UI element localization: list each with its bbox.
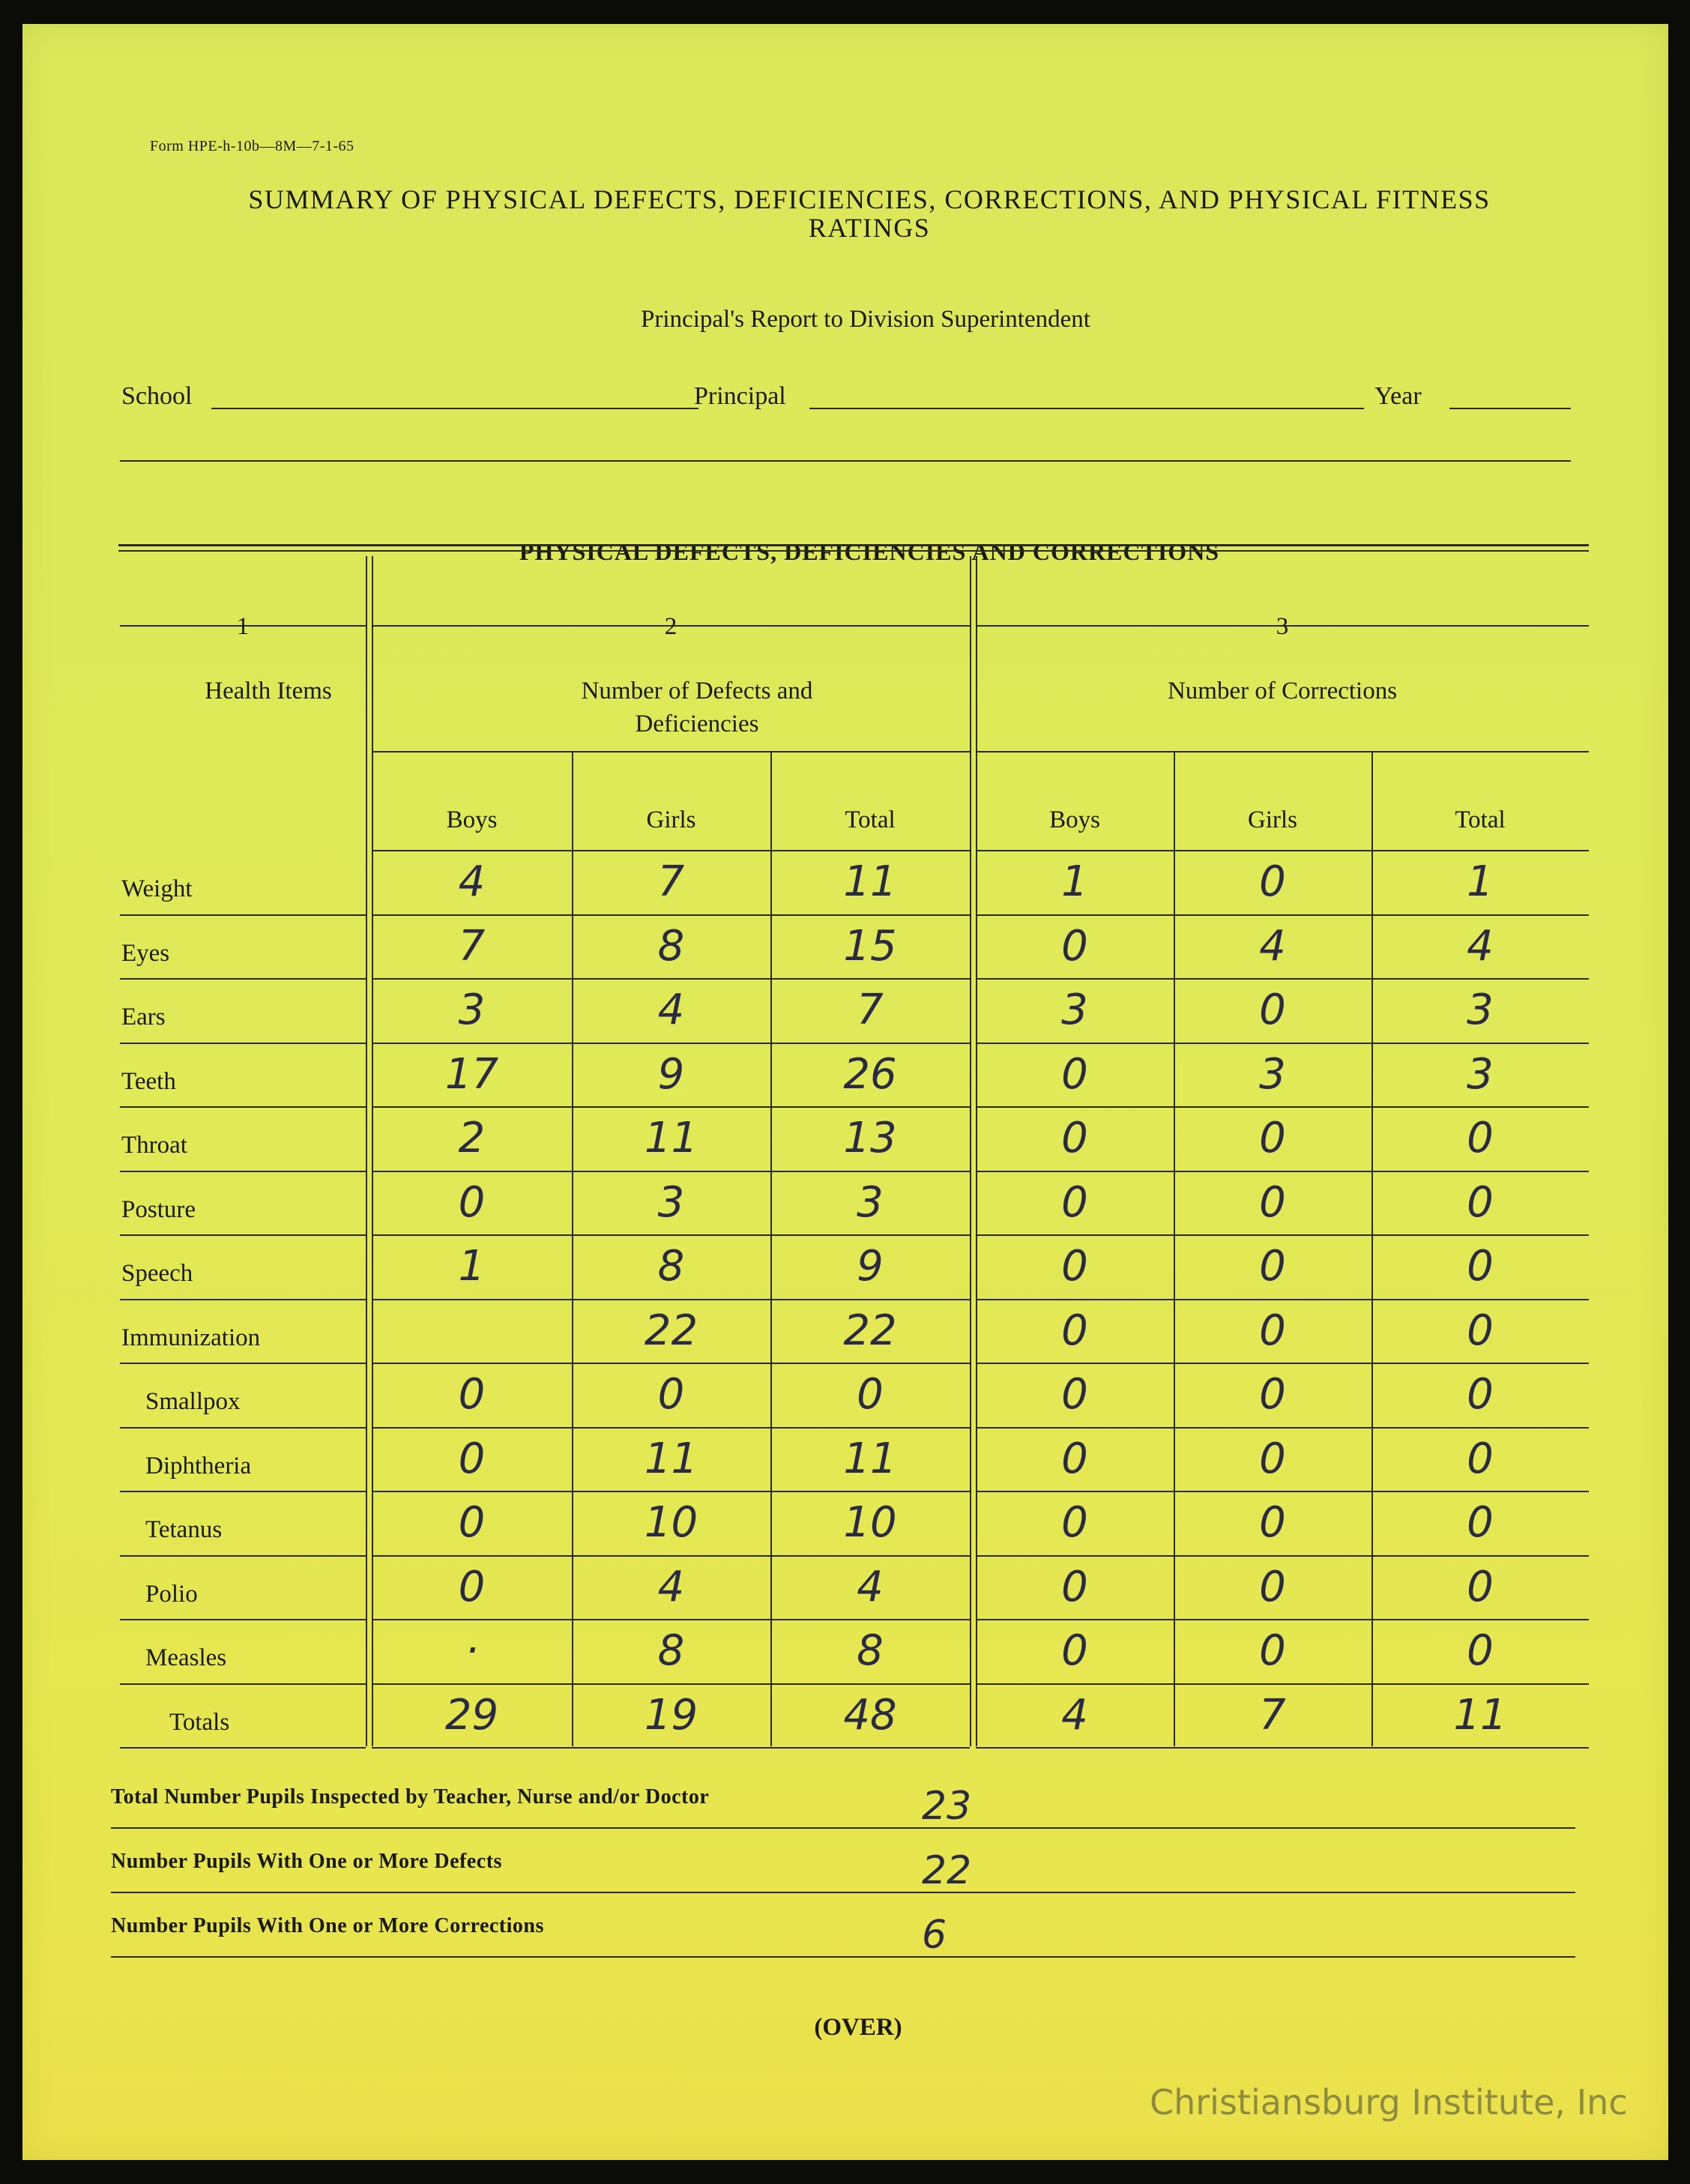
table-cell[interactable]: 0 <box>1467 1498 1494 1547</box>
row-rule <box>372 1171 970 1172</box>
table-cell[interactable]: 7 <box>1259 1690 1286 1740</box>
table-cell[interactable]: 0 <box>1467 1434 1494 1483</box>
table-cell[interactable]: 8 <box>857 1626 884 1675</box>
row-rule <box>120 1363 366 1364</box>
table-cell[interactable]: 3 <box>657 1177 685 1227</box>
summary-rule <box>111 1956 1575 1958</box>
table-cell[interactable]: 0 <box>1061 1370 1088 1419</box>
table-cell[interactable]: 0 <box>1061 1498 1088 1547</box>
corrections-header: Number of Corrections <box>1167 678 1398 705</box>
table-cell[interactable]: 0 <box>1061 1562 1088 1611</box>
table-cell[interactable]: 8 <box>657 1626 685 1675</box>
row-label: Posture <box>121 1195 196 1223</box>
row-label: Throat <box>121 1132 187 1159</box>
school-field[interactable] <box>211 408 698 409</box>
col-number: 1 <box>236 613 250 640</box>
row-label: Tetanus <box>145 1516 223 1543</box>
table-cell[interactable]: 3 <box>1467 986 1494 1034</box>
table-cell[interactable]: 22 <box>843 1306 897 1355</box>
table-cell[interactable]: 0 <box>1259 1177 1286 1227</box>
table-cell[interactable]: 9 <box>857 1242 884 1291</box>
table-cell[interactable]: 48 <box>843 1690 897 1740</box>
table-cell[interactable]: 0 <box>1061 921 1088 971</box>
row-rule <box>976 1171 1589 1172</box>
subheader-total: Total <box>1455 806 1506 833</box>
table-cell[interactable]: 4 <box>1467 921 1494 971</box>
table-cell[interactable]: 4 <box>1061 1690 1088 1740</box>
subheader-boys: Boys <box>446 806 498 833</box>
table-cell[interactable]: 11 <box>644 1114 698 1162</box>
over-note: (OVER) <box>814 2014 902 2041</box>
table-cell[interactable]: 0 <box>657 1370 685 1419</box>
table-cell[interactable]: 0 <box>1061 1626 1088 1675</box>
table-cell[interactable]: 9 <box>657 1049 685 1099</box>
table-cell[interactable]: 0 <box>1467 1114 1494 1162</box>
table-cell[interactable]: 3 <box>458 986 486 1034</box>
row-rule <box>976 1106 1589 1108</box>
principal-label: Principal <box>694 382 786 410</box>
row-rule <box>372 1683 970 1685</box>
table-top-rule-2 <box>118 550 1589 552</box>
subheader-total: Total <box>845 806 896 833</box>
table-cell[interactable]: 0 <box>1259 1306 1286 1355</box>
summary-rule <box>111 1827 1575 1829</box>
row-rule <box>372 1043 970 1044</box>
health-items-header: Health Items <box>205 678 332 705</box>
table-cell[interactable]: 10 <box>843 1498 897 1547</box>
row-rule <box>372 1491 970 1492</box>
table-cell[interactable]: 0 <box>857 1370 884 1419</box>
summary-value[interactable]: 22 <box>922 1848 972 1893</box>
summary-value[interactable]: 23 <box>922 1784 972 1829</box>
table-cell[interactable]: 7 <box>657 857 685 906</box>
table-cell[interactable]: 0 <box>1259 1498 1286 1547</box>
row-rule <box>120 1234 366 1236</box>
table-cell[interactable]: 3 <box>1061 986 1088 1034</box>
table-cell[interactable]: 17 <box>444 1049 499 1099</box>
header-rule <box>372 751 970 752</box>
table-cell[interactable]: 1 <box>1467 857 1494 906</box>
table-cell[interactable]: 10 <box>644 1498 698 1547</box>
summary-rule <box>111 1892 1575 1893</box>
table-cell[interactable]: 0 <box>1259 1562 1286 1611</box>
header-rule <box>976 751 1589 752</box>
table-cell[interactable]: 19 <box>644 1690 698 1740</box>
row-rule <box>120 1106 366 1108</box>
table-cell[interactable]: 4 <box>657 1562 685 1611</box>
table-cell[interactable]: 0 <box>1259 1242 1286 1291</box>
table-cell[interactable]: 0 <box>1467 1306 1494 1355</box>
row-rule <box>120 1491 366 1492</box>
row-rule <box>976 1491 1589 1492</box>
table-cell[interactable]: 0 <box>1061 1049 1088 1099</box>
table-cell[interactable]: 0 <box>1061 1242 1088 1291</box>
row-rule <box>120 1043 366 1044</box>
header-rule <box>976 850 1589 851</box>
row-rule <box>120 1747 366 1749</box>
table-cell[interactable]: 7 <box>458 921 486 971</box>
table-cell[interactable]: 3 <box>1259 1049 1286 1099</box>
row-rule <box>976 1427 1589 1429</box>
watermark-text: Christiansburg Institute, Inc <box>1150 2082 1628 2123</box>
summary-label: Number Pupils With One or More Defects <box>111 1850 502 1873</box>
defects-header: Number of Defects and Deficiencies <box>581 678 813 737</box>
year-label: Year <box>1374 382 1422 410</box>
subheader-girls: Girls <box>646 806 696 833</box>
row-rule <box>372 914 970 916</box>
row-rule <box>372 1747 970 1749</box>
table-cell[interactable]: 0 <box>1061 1114 1088 1162</box>
table-cell[interactable]: 0 <box>1259 857 1286 906</box>
table-cell[interactable]: 3 <box>857 1177 884 1227</box>
row-rule <box>120 1555 366 1557</box>
table-cell[interactable]: 15 <box>843 921 897 971</box>
table-cell[interactable]: 11 <box>843 1434 897 1483</box>
row-label: Teeth <box>121 1067 176 1095</box>
subheader-boys: Boys <box>1049 806 1100 833</box>
table-cell[interactable]: 0 <box>1467 1370 1494 1419</box>
table-cell[interactable]: 0 <box>458 1498 486 1547</box>
section-title: PHYSICAL DEFECTS, DEFICIENCIES AND CORRECTIONS <box>519 538 1220 565</box>
col-divider <box>366 556 367 1746</box>
subheader-girls: Girls <box>1248 806 1297 833</box>
table-cell[interactable]: 0 <box>1061 1177 1088 1227</box>
table-cell[interactable]: 4 <box>657 986 685 1034</box>
row-rule <box>976 1234 1589 1236</box>
row-label: Weight <box>121 875 193 902</box>
row-rule <box>372 978 970 980</box>
table-cell[interactable]: 7 <box>857 986 884 1034</box>
table-cell[interactable]: 0 <box>1259 1434 1286 1483</box>
table-cell[interactable]: 1 <box>1061 857 1088 906</box>
table-cell[interactable]: 0 <box>1259 1370 1286 1419</box>
row-rule <box>976 1555 1589 1557</box>
row-rule <box>120 914 366 916</box>
table-cell[interactable]: 26 <box>843 1049 897 1099</box>
table-cell[interactable]: 0 <box>1467 1177 1494 1227</box>
row-label: Eyes <box>121 939 170 967</box>
table-cell[interactable]: 4 <box>458 857 486 906</box>
table-cell[interactable]: 0 <box>458 1177 486 1227</box>
summary-label: Number Pupils With One or More Corrections <box>111 1914 544 1937</box>
table-cell[interactable]: 0 <box>1259 986 1286 1034</box>
row-rule <box>976 1747 1589 1749</box>
table-cell[interactable]: · <box>465 1626 479 1675</box>
table-top-rule <box>118 544 1589 546</box>
row-rule <box>120 1683 366 1685</box>
row-rule <box>976 1363 1589 1364</box>
table-cell[interactable]: 0 <box>1467 1562 1494 1611</box>
table-cell[interactable]: 0 <box>458 1370 486 1419</box>
row-rule <box>372 1619 970 1620</box>
row-rule <box>976 1043 1589 1044</box>
table-cell[interactable]: 0 <box>458 1434 486 1483</box>
row-rule <box>372 1555 970 1557</box>
summary-label: Total Number Pupils Inspected by Teacher, Nurse and/or Doctor <box>111 1785 710 1809</box>
table-cell[interactable]: 3 <box>1467 1049 1494 1099</box>
page-title: SUMMARY OF PHYSICAL DEFECTS, DEFICIENCIES, CORRECTIONS, AND PHYSICAL FITNESS RATINGS <box>248 184 1491 243</box>
row-rule <box>372 1427 970 1429</box>
form-number: Form HPE-h-10b—8M—7-1-65 <box>150 138 354 154</box>
year-field[interactable] <box>1449 408 1571 409</box>
table-cell[interactable]: 11 <box>1453 1690 1507 1740</box>
table-cell[interactable]: 29 <box>444 1690 499 1740</box>
row-rule <box>120 1619 366 1620</box>
row-label: Measles <box>145 1644 227 1671</box>
table-cell[interactable]: 13 <box>843 1114 897 1162</box>
table-cell[interactable]: 8 <box>657 1242 685 1291</box>
extra-line-field[interactable] <box>120 460 1571 462</box>
table-cell[interactable]: 22 <box>644 1306 698 1355</box>
row-rule <box>120 1427 366 1429</box>
row-rule <box>976 1299 1589 1300</box>
header-rule <box>372 850 970 851</box>
row-rule <box>976 978 1589 980</box>
table-cell[interactable]: 0 <box>458 1562 486 1611</box>
row-label: Polio <box>145 1580 198 1608</box>
row-rule <box>120 978 366 980</box>
table-cell[interactable]: 0 <box>1061 1306 1088 1355</box>
row-rule <box>120 1171 366 1172</box>
form-page <box>22 24 1668 2160</box>
row-rule <box>976 1683 1589 1685</box>
row-label: Smallpox <box>145 1388 241 1415</box>
row-rule <box>976 914 1589 916</box>
row-label: Immunization <box>121 1324 261 1351</box>
table-cell[interactable]: 0 <box>1467 1242 1494 1291</box>
col-divider <box>970 556 971 1746</box>
table-cell[interactable]: 4 <box>857 1562 884 1611</box>
col-number: 3 <box>1276 613 1289 640</box>
col-number: 2 <box>664 613 677 640</box>
row-rule <box>372 1106 970 1108</box>
row-rule <box>976 1619 1589 1620</box>
school-label: School <box>121 382 193 410</box>
row-rule <box>372 1234 970 1236</box>
table-cell[interactable]: 0 <box>1061 1434 1088 1483</box>
row-label: Speech <box>121 1260 193 1287</box>
table-cell[interactable]: 2 <box>458 1114 486 1162</box>
table-cell[interactable]: 11 <box>843 857 897 906</box>
table-cell[interactable]: 0 <box>1259 1626 1286 1675</box>
row-rule <box>372 1299 970 1300</box>
table-cell[interactable]: 8 <box>657 921 685 971</box>
table-cell[interactable]: 0 <box>1467 1626 1494 1675</box>
table-cell[interactable]: 11 <box>644 1434 698 1483</box>
row-label: Totals <box>169 1708 230 1736</box>
report-subtitle: Principal's Report to Division Superintendent <box>641 306 1090 333</box>
table-cell[interactable]: 4 <box>1259 921 1286 971</box>
summary-value[interactable]: 6 <box>922 1913 947 1958</box>
row-rule <box>372 1363 970 1364</box>
principal-field[interactable] <box>809 408 1364 409</box>
row-label: Diphtheria <box>145 1452 252 1479</box>
table-cell[interactable]: 0 <box>1259 1114 1286 1162</box>
row-rule <box>120 1299 366 1300</box>
row-label: Ears <box>121 1004 166 1031</box>
table-cell[interactable]: 1 <box>458 1242 486 1291</box>
